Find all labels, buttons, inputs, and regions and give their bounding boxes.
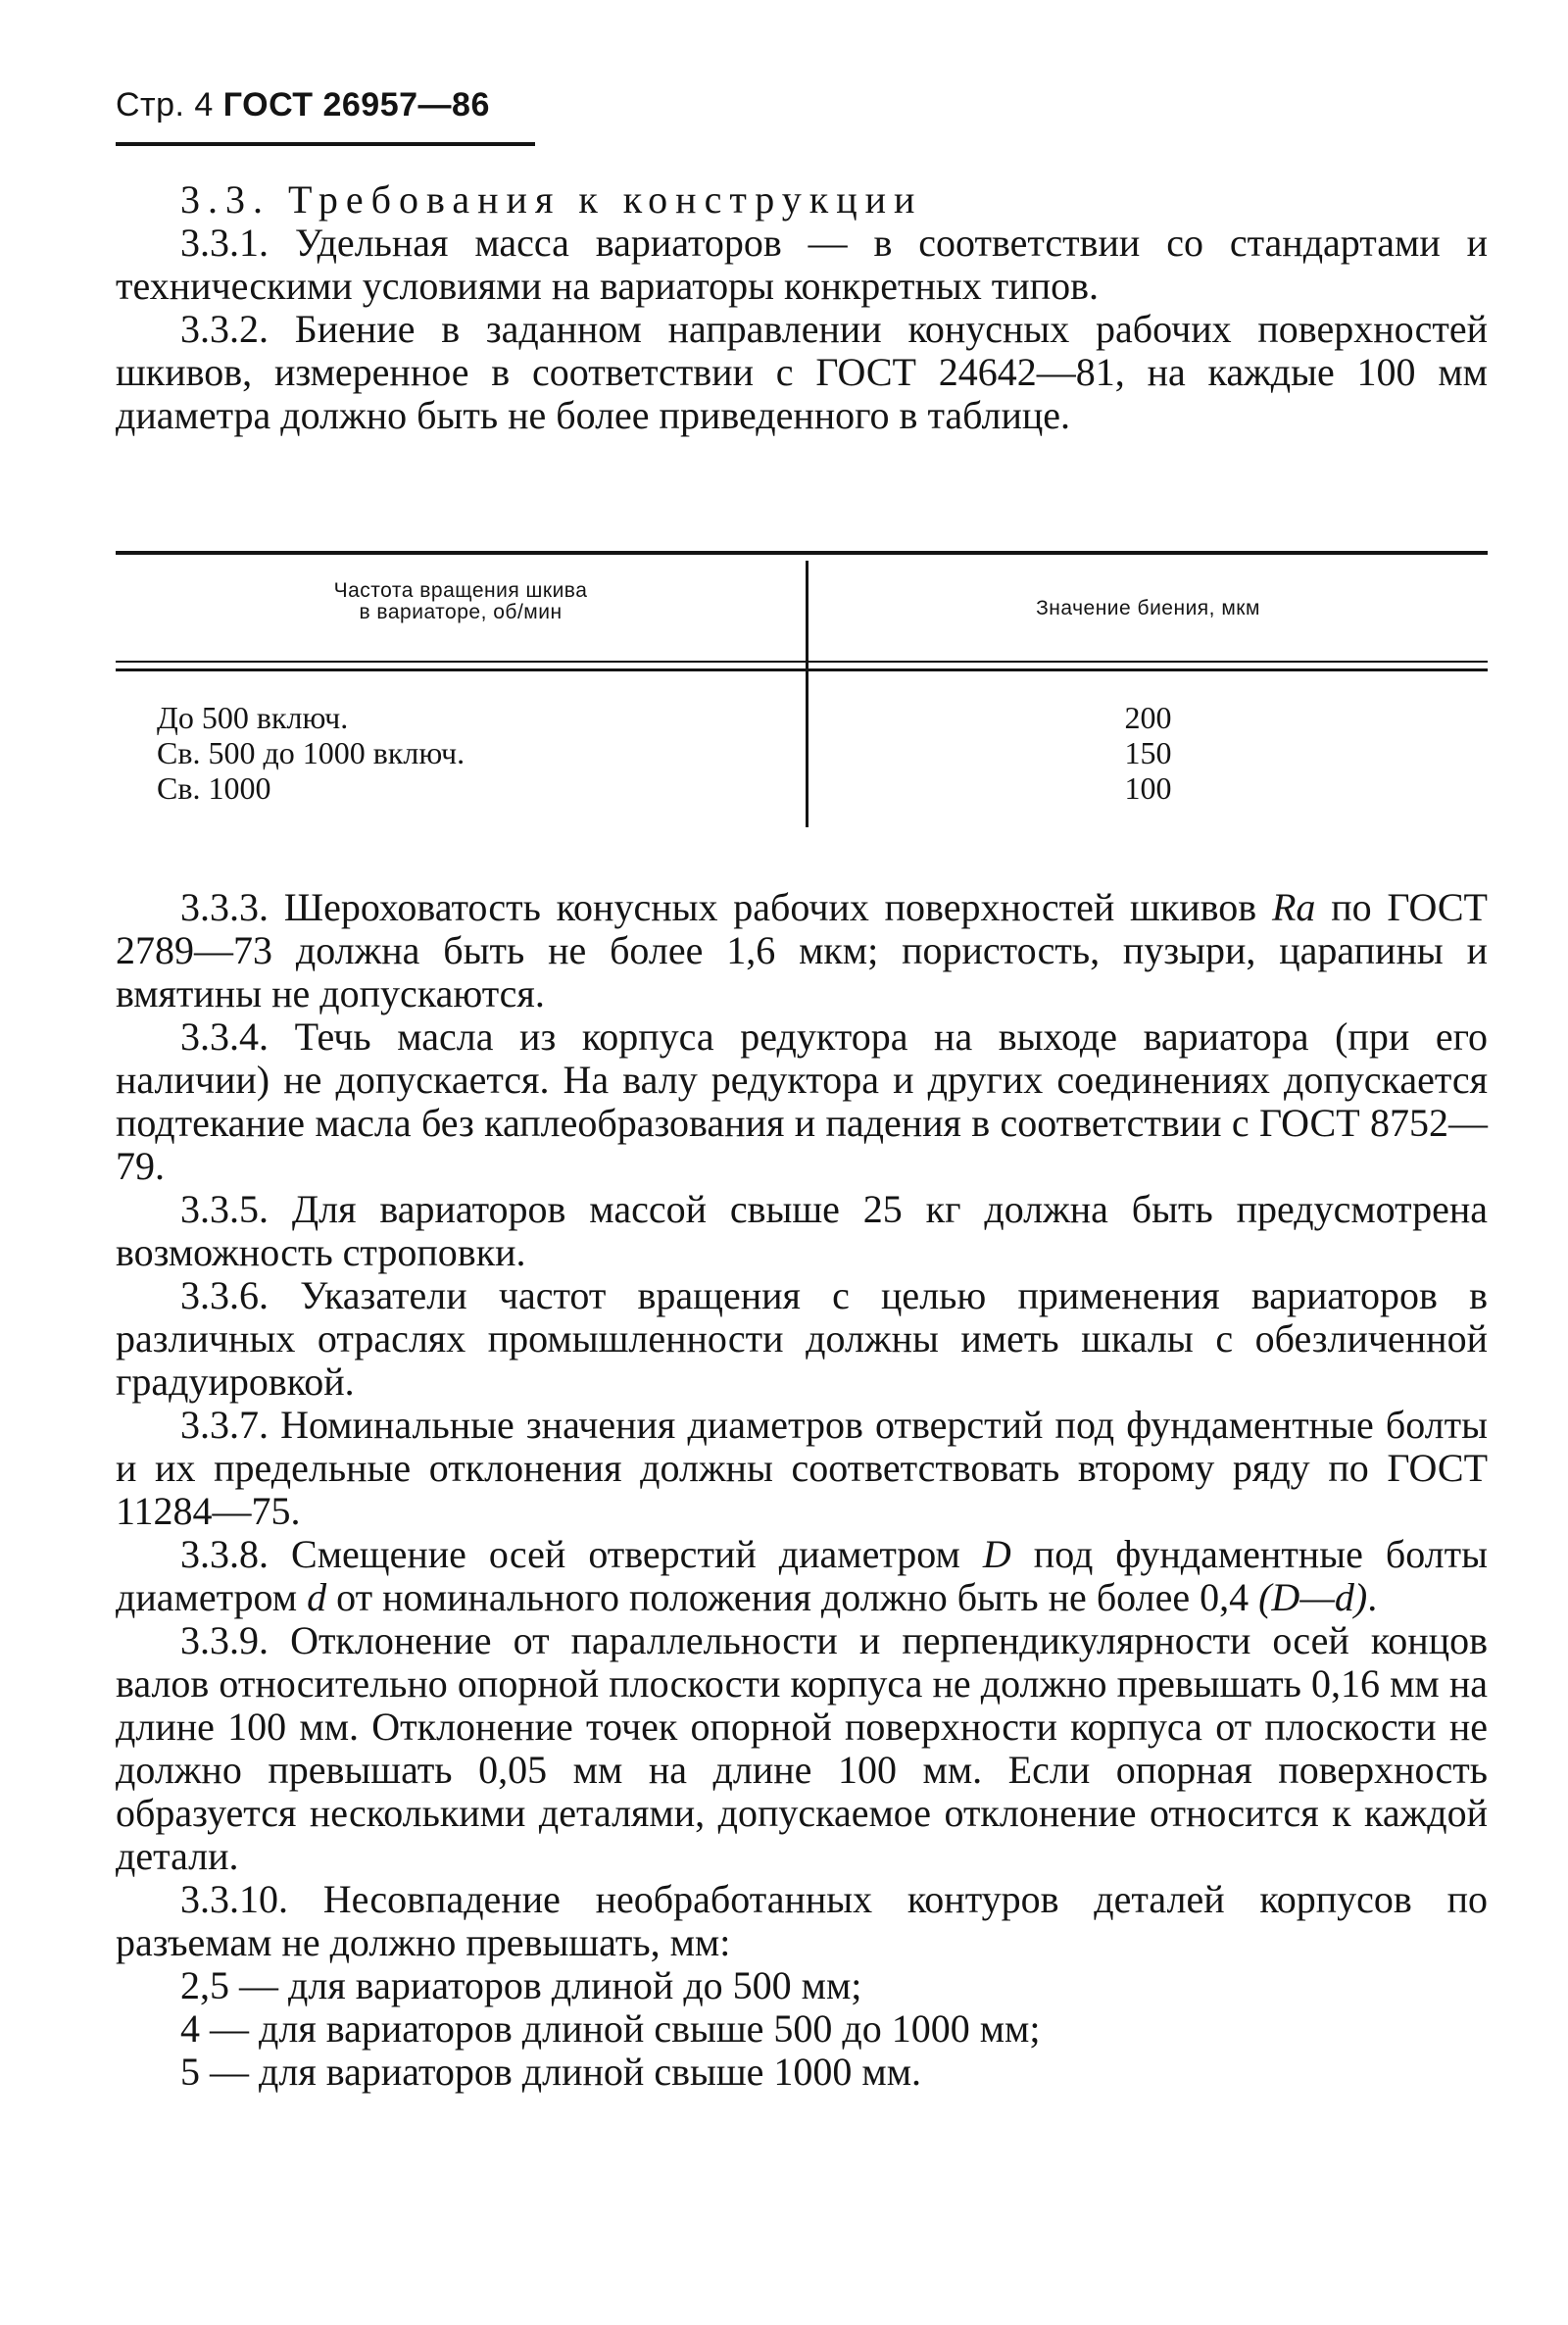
header-rule [116, 142, 535, 146]
section-body [116, 886, 1488, 2094]
paragraph-3-3-8: 3.3.8. Смещение осей отверстий диаметром D под фундаментные болты диаметром d от номинального положения должно быть не более 0,4 (D—d). [116, 1532, 1488, 1619]
table-cell: 100 [1124, 770, 1172, 806]
paragraph-3-3-9: 3.3.9. Отклонение от параллельности и перпендикулярности осей концов валов относительно опорной плоскости корпуса не должно превышать 0,16 мм на длине 100 мм. Отклонение точек опорной поверхности корпуса от плоскости не должно превышать 0,05 мм на длине 100 мм. Если опорная поверхность образуется несколькими деталями, допускаемое отклонение относится к каждой детали. [116, 1618, 1488, 1878]
page-header [116, 86, 490, 124]
standard-number: ГОСТ 26957—86 [222, 86, 490, 124]
paragraph-3-3-4: 3.3.4. Течь масла из корпуса редуктора на выходе вариатора (при его наличии) не допускается. На валу редуктора и других соединениях допускается подтекание масла без каплеобразования и падения в соответствии с ГОСТ 8752—79. [116, 1014, 1488, 1188]
page-number: Стр. 4 [116, 86, 214, 124]
paragraph-3-3-10: 3.3.10. Несовпадение необработанных контуров деталей корпусов по разъемам не должно превышать, мм: [116, 1877, 1488, 1964]
table-cell: Св. 1000 [157, 770, 271, 806]
table-top-rule [116, 551, 1488, 555]
table-frequency-column [157, 700, 804, 806]
paragraph-3-3-6: 3.3.6. Указатели частот вращения с целью применения вариаторов в различных отраслях промышленности должны иметь шкалы с обезличенной градуировкой. [116, 1273, 1488, 1404]
paragraph-3-3-5: 3.3.5. Для вариаторов массой свыше 25 кг должна быть предусмотрена возможность строповки. [116, 1187, 1488, 1274]
table-header-runout: Значение биения, мкм [1036, 597, 1260, 619]
list-item: 4 — для вариаторов длиной свыше 500 до 1000 мм; [180, 2006, 1041, 2051]
table-header-rule [116, 661, 1488, 663]
section-intro [116, 178, 1488, 437]
paragraph-3-3-2: 3.3.2. Биение в заданном направлении конусных рабочих поверхностей шкивов, измеренное в соответствии с ГОСТ 24642—81, на каждые 100 мм диаметра должно быть не более приведенного в таблице. [116, 307, 1488, 437]
table-cell: Св. 500 до 1000 включ. [157, 735, 466, 770]
list-item: 2,5 — для вариаторов длиной до 500 мм; [180, 1963, 862, 2007]
table-cell: 200 [1124, 700, 1172, 735]
table-cell: 150 [1124, 735, 1172, 770]
table-cell: До 500 включ. [157, 700, 349, 735]
paragraph-3-3-1: 3.3.1. Удельная масса вариаторов — в соответствии со стандартами и техническими условиями на вариаторы конкретных типов. [116, 221, 1488, 308]
runout-table [116, 551, 1488, 827]
list-item: 5 — для вариаторов длиной свыше 1000 мм. [180, 2050, 922, 2094]
table-header-frequency: Частота вращения шкива в вариаторе, об/мин [333, 579, 588, 623]
section-title: 3.3. Требования к конструкции [180, 177, 923, 222]
table-header-rule-double [116, 668, 1488, 671]
table-runout-column [808, 700, 1488, 806]
paragraph-3-3-3: 3.3.3. Шероховатость конусных рабочих поверхностей шкивов Ra по ГОСТ 2789—73 должна быть не более 1,6 мкм; пористость, пузыри, царапины и вмятины не допускаются. [116, 885, 1488, 1015]
paragraph-3-3-7: 3.3.7. Номинальные значения диаметров отверстий под фундаментные болты и их предельные отклонения должны соответствовать второму ряду по ГОСТ 11284—75. [116, 1403, 1488, 1533]
